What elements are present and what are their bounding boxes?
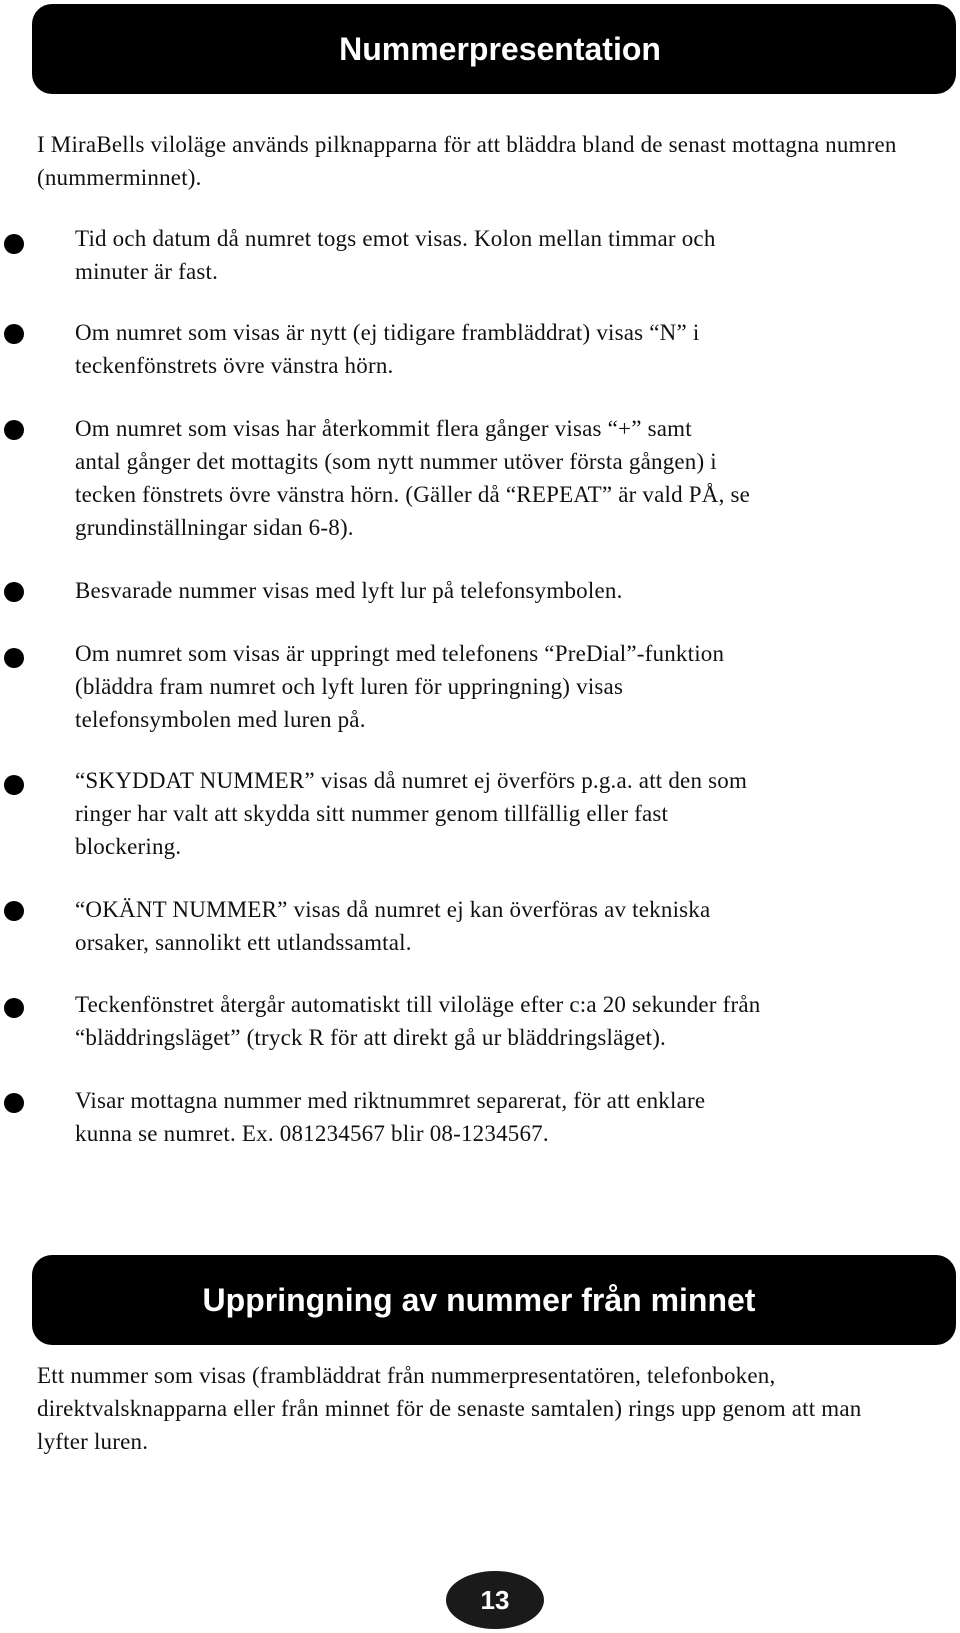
page-number-badge	[446, 1571, 544, 1629]
list-item-text: Besvarade nummer visas med lyft lur på telefonsymbolen.	[75, 578, 623, 603]
body-paragraph: Ett nummer som visas (frambläddrat från nummerpresentatören, telefonboken, direktvalsknapparna eller från minnet för de senaste samtalen) rings upp genom att man lyfter luren.	[37, 1363, 862, 1454]
list-item-text: Om numret som visas är uppringt med telefonens “PreDial”-funktion (bläddra fram numret och lyft luren för uppringning) visas telefonsymbolen med luren på.	[75, 641, 725, 732]
list-item-text: “SKYDDAT NUMMER” visas då numret ej överförs p.g.a. att den som ringer har valt att skydda sitt nummer genom tillfällig eller fast blockering.	[75, 768, 748, 859]
bullet-icon	[4, 324, 24, 344]
list-item-text: Om numret som visas har återkommit flera gånger visas “+” samt antal gånger det mottagits (som nytt nummer utöver första gången) i tecken fönstrets övre vänstra hörn. (Gäller då “REPEAT” är vald PÅ, se grundinställningar sidan 6-8).	[75, 416, 751, 540]
list-item-text: Visar mottagna nummer med riktnummret separerat, för att enklare kunna se numret. Ex. 081234567 blir 08-1234567.	[75, 1088, 706, 1146]
list-item-text: Tid och datum då numret togs emot visas. Kolon mellan timmar och minuter är fast.	[75, 226, 716, 284]
list-item-text: Teckenfönstret återgår automatiskt till viloläge efter c:a 20 sekunder från “bläddringsläget” (tryck R för att direkt gå ur bläddringsläget).	[75, 992, 761, 1050]
bullet-icon	[4, 648, 24, 668]
bullet-icon	[4, 582, 24, 602]
bullet-icon	[4, 775, 24, 795]
bullet-icon	[4, 998, 24, 1018]
bullet-icon	[4, 901, 24, 921]
list-item-text: Om numret som visas är nytt (ej tidigare frambläddrat) visas “N” i teckenfönstrets övre vänstra hörn.	[75, 320, 700, 378]
list-item-text: “OKÄNT NUMMER” visas då numret ej kan överföras av tekniska orsaker, sannolikt ett utlandssamtal.	[75, 897, 711, 955]
bullet-icon	[4, 234, 24, 254]
section-title-banner	[32, 4, 956, 94]
page-number: 13	[480, 1584, 510, 1615]
section-title: Nummerpresentation	[339, 30, 661, 67]
bullet-icon	[4, 1093, 24, 1113]
section-title: Uppringning av nummer från minnet	[202, 1281, 756, 1318]
bullet-icon	[4, 420, 24, 440]
intro-paragraph: I MiraBells viloläge används pilknapparna för att bläddra bland de senast mottagna numren (nummerminnet).	[37, 132, 897, 190]
section-title-banner	[32, 1255, 956, 1345]
